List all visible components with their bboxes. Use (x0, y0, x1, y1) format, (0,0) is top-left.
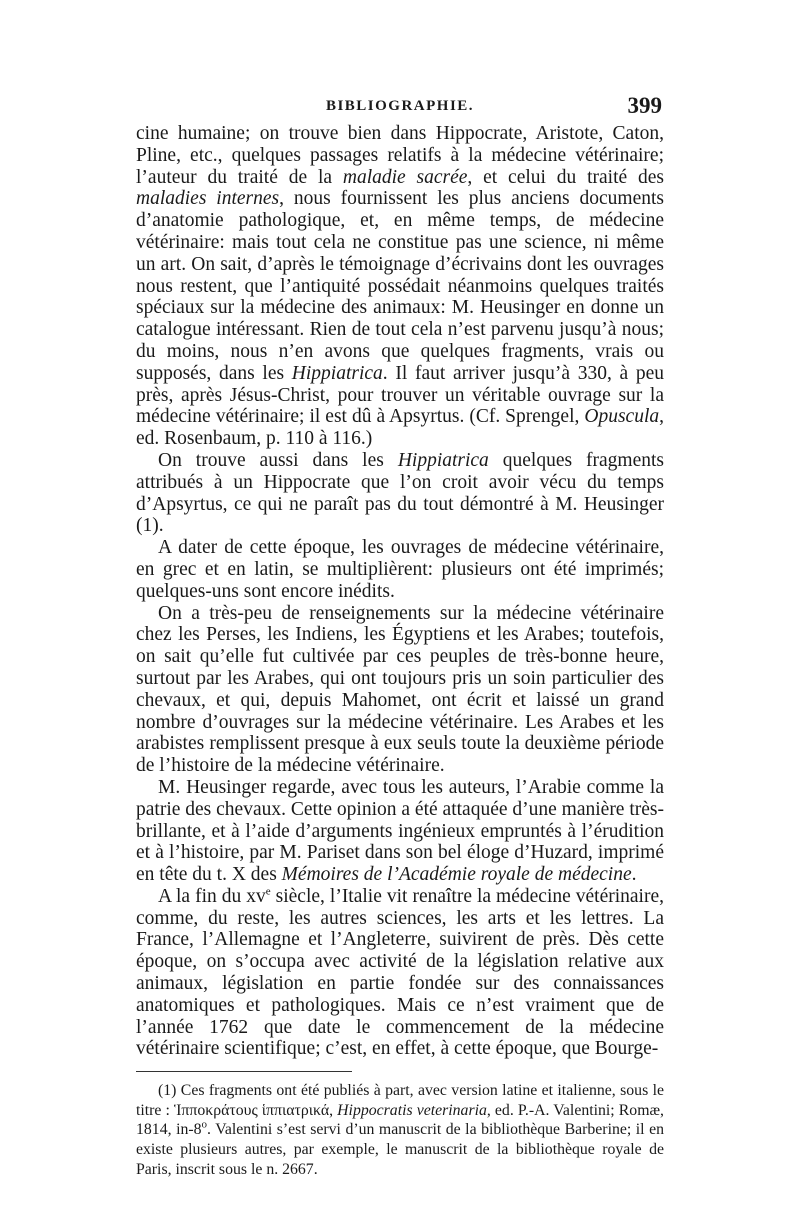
italic-text: Hippiatrica (397, 449, 489, 471)
italic-text: Opuscula (584, 406, 660, 428)
text-run: (1) Ces fragments ont été publiés à part, avec version latine et italienne, sous le titre : Ἱπποκράτους ἱππιατρικά, (136, 1082, 664, 1119)
page-header (136, 95, 664, 123)
running-title: BIBLIOGRAPHIE. (325, 98, 475, 114)
italic-text: Hippocratis veterinaria (337, 1101, 487, 1119)
text-run: On trouve aussi dans les (158, 449, 398, 471)
text-run: . Valentini s’est servi d’un manuscrit de la bibliothèque Barberine; il en existe plusieurs autres, par exemple, le manuscrit de la bibliothèque royale de Paris, inscrit sous le n. 2667. (136, 1121, 664, 1178)
page-number: 399 (627, 93, 662, 118)
superscript: e (265, 885, 271, 898)
book-page (136, 95, 664, 1179)
text-run: A la fin du xv (158, 885, 266, 907)
paragraph (136, 537, 664, 602)
text-run: , ed. Rosenbaum, p. 110 à 116.) (136, 406, 664, 450)
text-run: A dater de cette époque, les ouvrages de médecine vétérinaire, en grec et en latin, se multiplièrent: plusieurs ont été imprimés; quelques-uns sont encore inédits. (136, 537, 664, 602)
italic-text: Hippiatrica (291, 362, 383, 384)
text-run: . (631, 864, 637, 886)
paragraph (136, 123, 664, 450)
footnote-rule (136, 1071, 352, 1072)
text-run: , ed. P.-A. Valentini; Romæ, 1814, in-8 (136, 1101, 664, 1139)
paragraph (136, 603, 664, 777)
text-run: On a très-peu de renseignements sur la médecine vétérinaire chez les Perses, les Indiens, les Égyptiens et les Arabes; toutefois, on sait qu’elle fut cultivée par ces peuples de très-bonne heure, surtout par les Arabes, qui ont toujours pris un soin particulier des chevaux, et qui, depuis Mahomet, ont écrit et laissé un grand nombre d’ouvrages sur la médecine vétérinaire. Les Arabes et les arabistes remplissent presque à eux seuls toute la deuxième période de l’histoire de la médecine vétérinaire. (136, 602, 664, 777)
italic-text: maladies internes (136, 188, 280, 210)
text-run: quelques fragments attribués à un Hippocrate que l’on croit avoir vécu du temps d’Apsyrtus, ce qui ne paraît pas du tout démontré à M. Heusinger (1). (136, 449, 664, 537)
italic-text: maladie sacrée (342, 166, 468, 188)
paragraph (136, 886, 664, 1060)
text-run: . Il faut arriver jusqu’à 330, à peu près, après Jésus-Christ, pour trouver un véritable ouvrage sur la médecine vétérinaire; il est dû à Apsyrtus. (Cf. Sprengel, (136, 362, 665, 428)
italic-text: Mémoires de l’Académie royale de médecine (281, 864, 632, 886)
text-run: , nous fournissent les plus anciens documents d’anatomie pathologique, et, en même temps, de médecine vétérinaire: mais tout cela ne constitue pas une science, ni même un art. On sait, d’après le témoignage d’écrivains dont les ouvrages nous restent, que l’antiquité possédait néanmoins quelques traités spéciaux sur la médecine des animaux: M. Heusinger en donne un catalogue intéressant. Rien de tout cela n’est parvenu jusqu’à nous; du moins, nous n’en avons que quelques fragments, vrais ou supposés, dans les (136, 188, 665, 384)
footnote (136, 1081, 664, 1179)
text-run: siècle, l’Italie vit renaître la médecine vétérinaire, comme, du reste, les autres sciences, les arts et les lettres. La France, l’Allemagne et l’Angleterre, suivirent de près. Dès cette époque, on s’occupa avec activité de la législation relative aux animaux, législation en partie fondée sur des connaissances anatomiques et pathologiques. Mais ce n’est vraiment que de l’année 1762 que date le commencement de la médecine vétérinaire scientifique; c’est, en effet, à cette époque, que Bourge- (136, 885, 665, 1060)
paragraph (136, 450, 664, 537)
superscript: o (201, 1119, 208, 1132)
text-run: cine humaine; on trouve bien dans Hippocrate, Aristote, Caton, Pline, etc., quelques passages relatifs à la médecine vétérinaire; l’auteur du traité de la (136, 123, 664, 188)
main-text (136, 123, 664, 1060)
paragraph (136, 777, 664, 886)
text-run: M. Heusinger regarde, avec tous les auteurs, l’Arabie comme la patrie des chevaux. Cette opinion a été attaquée d’une manière très-brillante, et à l’aide d’arguments ingénieux empruntés à l’érudition et à l’histoire, par M. Pariset dans son bel éloge d’Huzard, imprimé en tête du t. X des (136, 776, 664, 886)
text-run: , et celui du traité des (467, 166, 664, 188)
footnotes (136, 1081, 664, 1179)
